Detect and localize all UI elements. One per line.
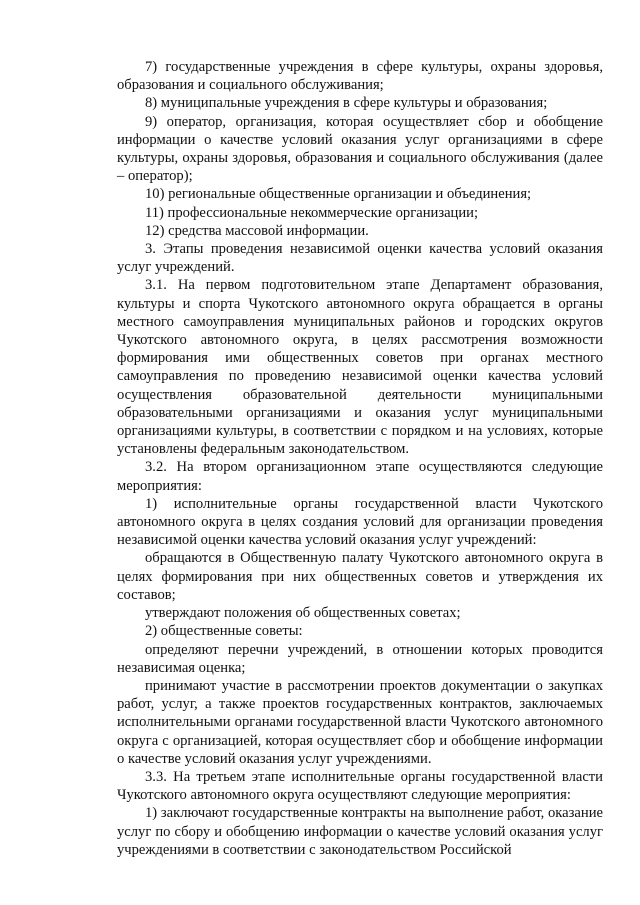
paragraph-item-11: 11) профессиональные некоммерческие организации; (145, 204, 479, 221)
document-body (117, 58, 603, 859)
paragraph-item-10: 10) региональные общественные организации и объединения; (145, 186, 532, 203)
section-3-2-item-1-bullet-a: обращаются в Общественную палату Чукотского автономного округа в целях формирования при них общественных советов и утверждения их составов; (117, 550, 603, 603)
section-3-2-item-2: 2) общественные советы: (145, 623, 303, 640)
section-3-heading: 3. Этапы проведения независимой оценки качества условий оказания услуг учреждений. (117, 241, 603, 276)
paragraph-item-8: 8) муниципальные учреждения в сфере культуры и образования; (145, 95, 548, 112)
section-3-3-item-1: 1) заключают государственные контракты на выполнение работ, оказание услуг по сбору и обобщению информации о качестве условий оказания услуг учреждениями в соответствии с законодательством Российской (117, 805, 603, 858)
paragraph-item-12: 12) средства массовой информации. (145, 222, 369, 239)
section-3-2-item-2-bullet-b: принимают участие в рассмотрении проектов документации о закупках работ, услуг, а также проектов государственных контрактов, заключаемых исполнительными органами государственной власти Чукотского автономного округа с организацией, которая осуществляет сбор и обобщение информации о качестве условий оказания услуг учреждениями. (117, 677, 603, 767)
section-3-2-item-1-bullet-b: утверждают положения об общественных советах; (145, 605, 461, 622)
section-3-2-item-1: 1) исполнительные органы государственной власти Чукотского автономного округа в целях создания условий для организации проведения независимой оценки качества условий оказания услуг учреждений: (117, 495, 603, 549)
section-3-2-paragraph: 3.2. На втором организационном этапе осуществляются следующие мероприятия: (117, 459, 603, 494)
paragraph-item-7: 7) государственные учреждения в сфере культуры, охраны здоровья, образования и социального обслуживания; (117, 59, 603, 94)
paragraph-item-9: 9) оператор, организация, которая осуществляет сбор и обобщение информации о качестве условий оказания услуг организациями в сфере культуры, охраны здоровья, образования и социального обслуживания (далее – оператор); (117, 113, 603, 185)
section-3-2-item-2-bullet-a: определяют перечни учреждений, в отношении которых проводится независимая оценка; (117, 641, 603, 676)
section-3-3-paragraph: 3.3. На третьем этапе исполнительные органы государственной власти Чукотского автономного округа осуществляют следующие мероприятия: (117, 768, 603, 804)
section-3-1-paragraph: 3.1. На первом подготовительном этапе Департамент образования, культуры и спорта Чукотского автономного округа обращается в органы местного самоуправления муниципальных районов и городских округов Чукотского автономного округа, в целях рассмотрения возможности формирования ими общественных советов при органах местного самоуправления по проведению независимой оценки качества условий осуществления образовательной деятельности муниципальными образовательными организациями и оказания услуг муниципальными организациями культуры, в соответствии с порядком и на условиях, которые установлены федеральным законодательством. (117, 277, 603, 458)
